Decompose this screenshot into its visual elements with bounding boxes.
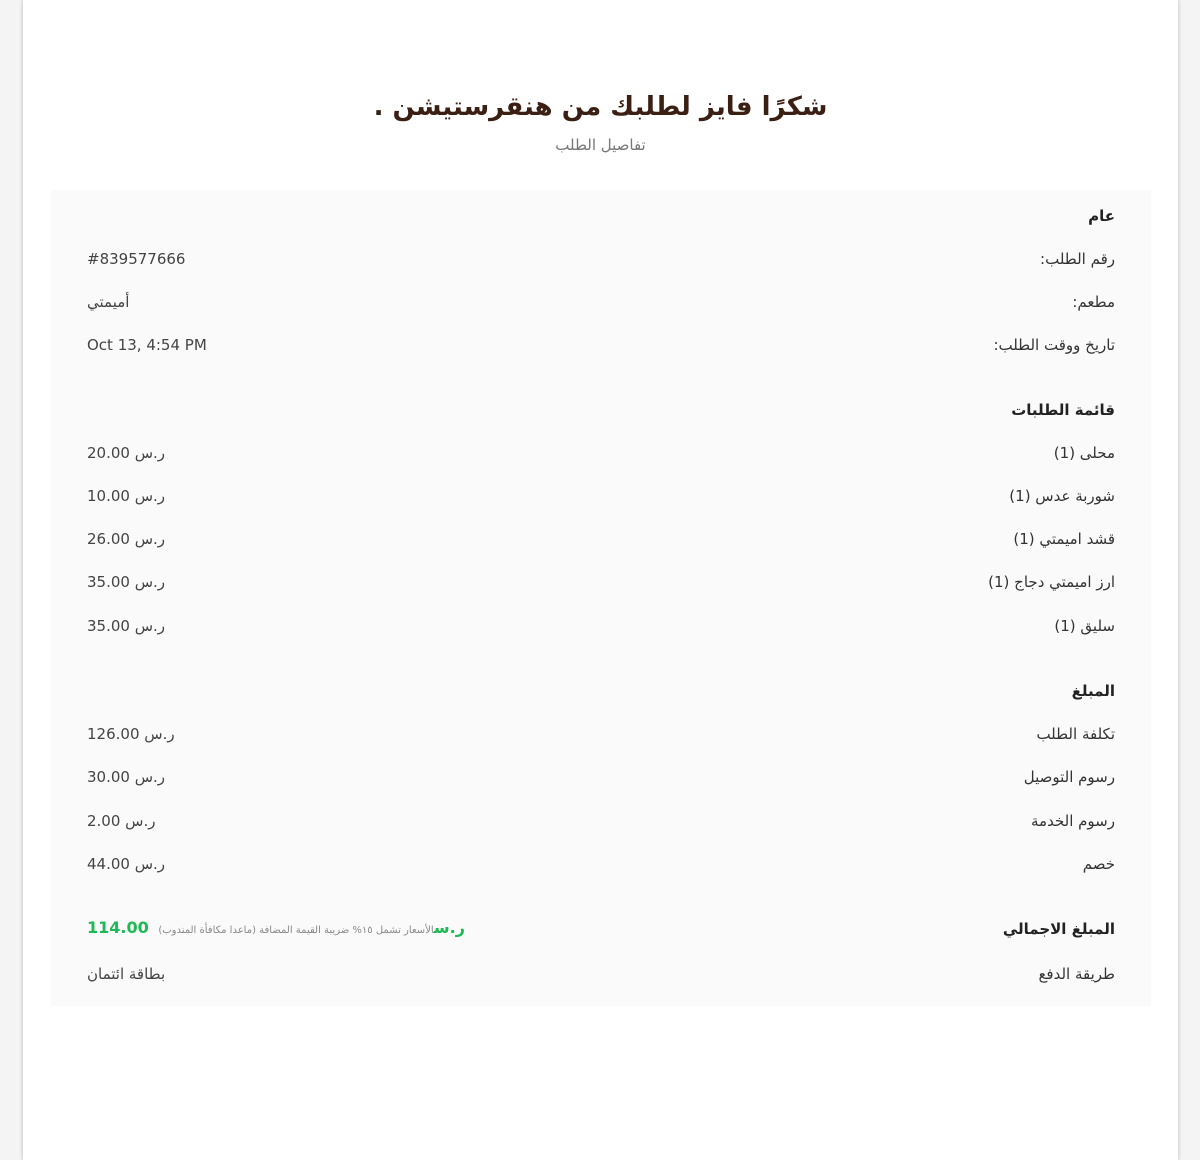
- payment-row: [87, 965, 1115, 989]
- list-item: [87, 573, 1115, 597]
- item-name: سليق (1): [1054, 617, 1115, 635]
- page-subtitle: تفاصيل الطلب: [555, 136, 646, 154]
- vat-note: الأسعار تشمل ١٥% ضريبة القيمة المضافة (ماعدا مكافأة المندوب): [158, 925, 434, 936]
- datetime-label: تاريخ ووقت الطلب:: [993, 336, 1115, 354]
- list-item: [87, 530, 1115, 554]
- list-item: [87, 487, 1115, 511]
- list-item: [87, 444, 1115, 468]
- item-name: قشد اميمتي (1): [1013, 530, 1115, 548]
- payment-value: بطاقة ائتمان: [87, 965, 166, 983]
- section-heading-general: عام: [1088, 207, 1115, 225]
- restaurant-label: مطعم:: [1072, 293, 1115, 311]
- order-number-value: #839577666: [87, 250, 186, 268]
- item-price: 26.00 ر.س: [87, 530, 166, 548]
- item-name: شوربة عدس (1): [1009, 487, 1115, 505]
- section-heading-items: قائمة الطلبات: [1011, 401, 1115, 419]
- total-label: المبلغ الاجمالي: [1002, 920, 1115, 938]
- discount-label: خصم: [1082, 855, 1115, 873]
- item-price: 35.00 ر.س: [87, 573, 166, 591]
- discount-value: 44.00 ر.س: [87, 855, 166, 873]
- delivery-fee-value: 30.00 ر.س: [87, 768, 166, 786]
- order-number-label: رقم الطلب:: [1040, 250, 1115, 268]
- discount-row: [87, 855, 1115, 879]
- service-fee-row: [87, 812, 1115, 836]
- section-heading-amount: المبلغ: [1071, 682, 1115, 700]
- restaurant-row: [87, 293, 1115, 317]
- item-name: محلى (1): [1053, 444, 1115, 462]
- item-name: ارز اميمتي دجاج (1): [988, 573, 1115, 591]
- page-title: شكرًا فايز لطلبك من هنقرستيشن .: [373, 92, 828, 122]
- payment-label: طريقة الدفع: [1038, 965, 1115, 983]
- order-details-card: [51, 190, 1151, 1006]
- restaurant-value: أميمتي: [87, 293, 130, 311]
- order-cost-value: 126.00 ر.س: [87, 725, 175, 743]
- item-price: 20.00 ر.س: [87, 444, 166, 462]
- total-value-group: [87, 918, 465, 937]
- total-row: [87, 920, 1115, 944]
- delivery-fee-label: رسوم التوصيل: [1023, 768, 1115, 786]
- total-amount: 114.00 ر.س: [87, 918, 465, 937]
- datetime-value: Oct 13, 4:54 PM: [87, 336, 207, 354]
- order-cost-row: [87, 725, 1115, 749]
- service-fee-label: رسوم الخدمة: [1031, 812, 1115, 830]
- service-fee-value: 2.00 ر.س: [87, 812, 156, 830]
- item-price: 10.00 ر.س: [87, 487, 166, 505]
- list-item: [87, 617, 1115, 641]
- delivery-fee-row: [87, 768, 1115, 792]
- order-number-row: [87, 250, 1115, 274]
- order-cost-label: تكلفة الطلب: [1036, 725, 1115, 743]
- item-price: 35.00 ر.س: [87, 617, 166, 635]
- receipt-page: [23, 0, 1178, 1160]
- datetime-row: [87, 336, 1115, 360]
